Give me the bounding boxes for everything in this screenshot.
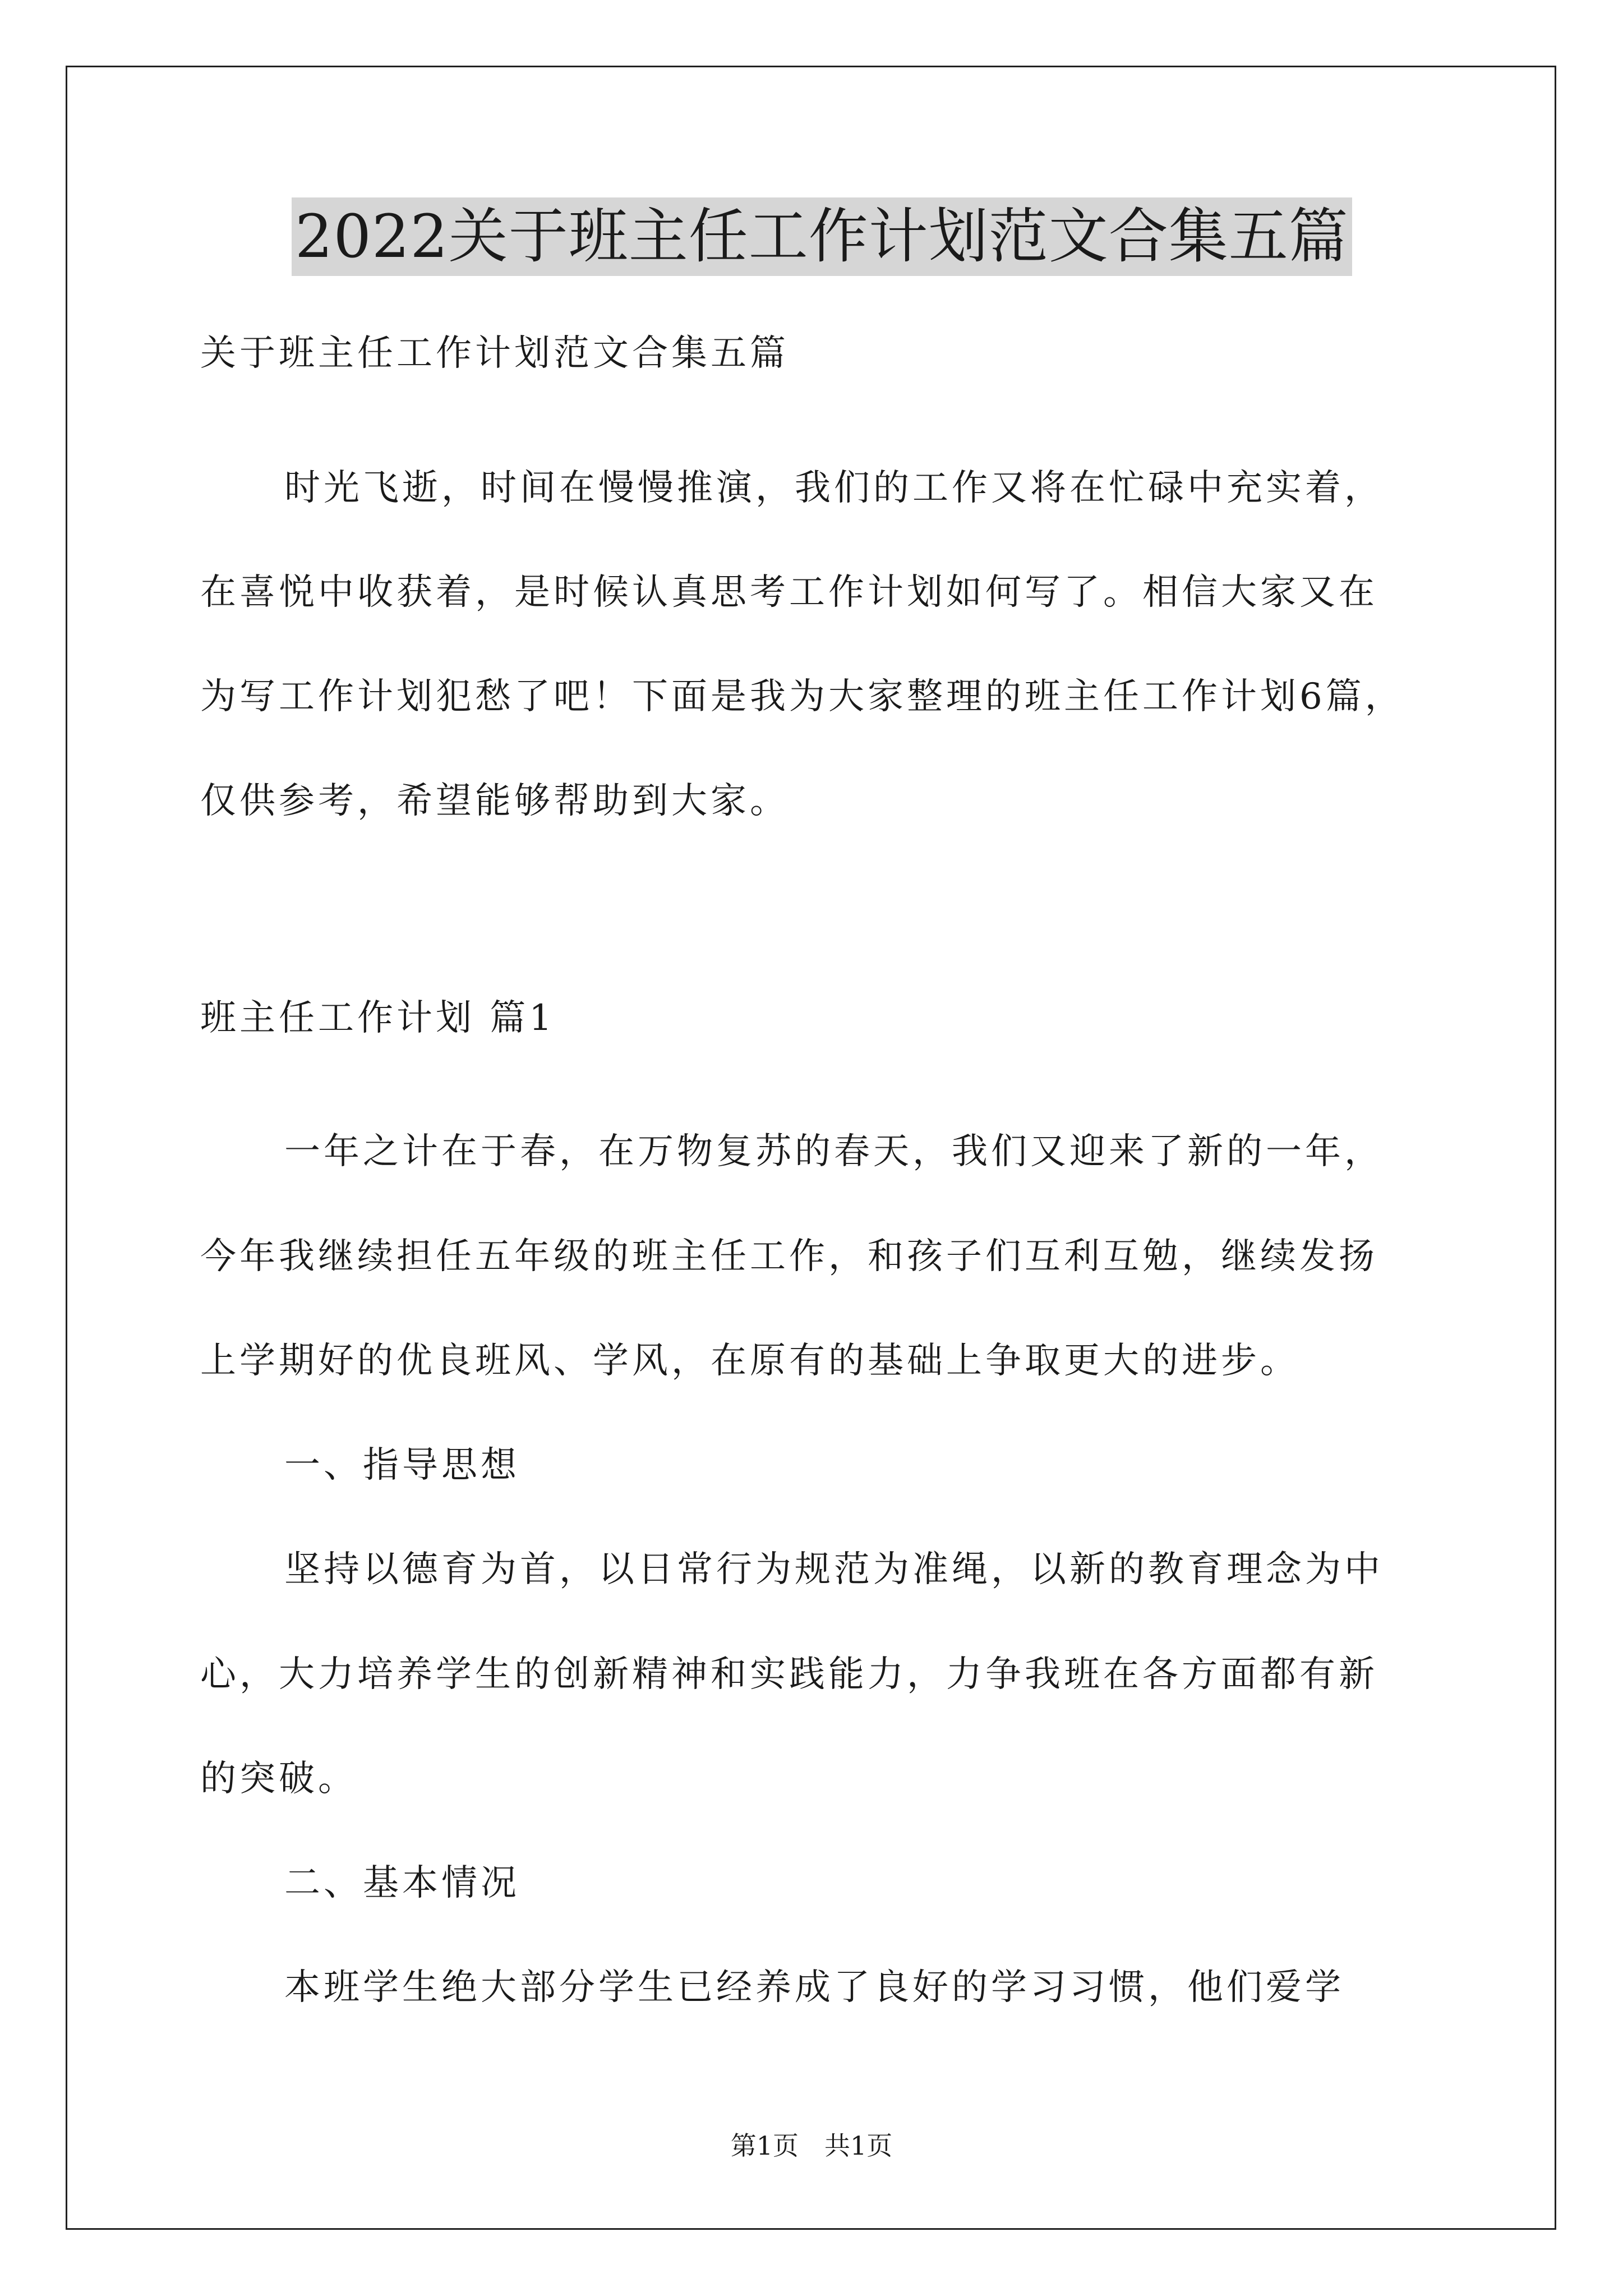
- paragraph-line: 一年之计在于春，在万物复苏的春天，我们又迎来了新的一年，: [284, 1131, 1384, 1172]
- subsection-heading: 一、指导思想: [284, 1444, 520, 1486]
- paragraph-line: 本班学生绝大部分学生已经养成了良好的学习习惯，他们爱学: [284, 1967, 1344, 2008]
- paragraph-line: 的突破。: [200, 1758, 357, 1800]
- paragraph-line: 今年我继续担任五年级的班主任工作，和孩子们互利互勉，继续发扬: [200, 1236, 1378, 1277]
- paragraph-line: 上学期好的优良班风、学风，在原有的基础上争取更大的进步。: [200, 1340, 1299, 1382]
- subtitle-line: 关于班主任工作计划范文合集五篇: [200, 333, 789, 374]
- paragraph-line: 时光飞逝，时间在慢慢推演，我们的工作又将在忙碌中充实着，: [284, 467, 1384, 509]
- section-heading: 班主任工作计划 篇1: [200, 997, 556, 1039]
- paragraph-line: 心，大力培养学生的创新精神和实践能力，力争我班在各方面都有新: [200, 1654, 1378, 1695]
- paragraph-line: 在喜悦中收获着，是时候认真思考工作计划如何写了。相信大家又在: [200, 572, 1378, 613]
- paragraph-line: 仅供参考，希望能够帮助到大家。: [200, 780, 789, 822]
- paragraph-line: 坚持以德育为首，以日常行为规范为准绳，以新的教育理念为中: [284, 1549, 1384, 1590]
- page-footer: 第1页 共1页: [730, 2131, 893, 2161]
- subsection-heading: 二、基本情况: [284, 1862, 520, 1904]
- paragraph-line: 为写工作计划犯愁了吧！下面是我为大家整理的班主任工作计划6篇，: [200, 676, 1404, 717]
- document-title: 2022关于班主任工作计划范文合集五篇: [292, 197, 1352, 276]
